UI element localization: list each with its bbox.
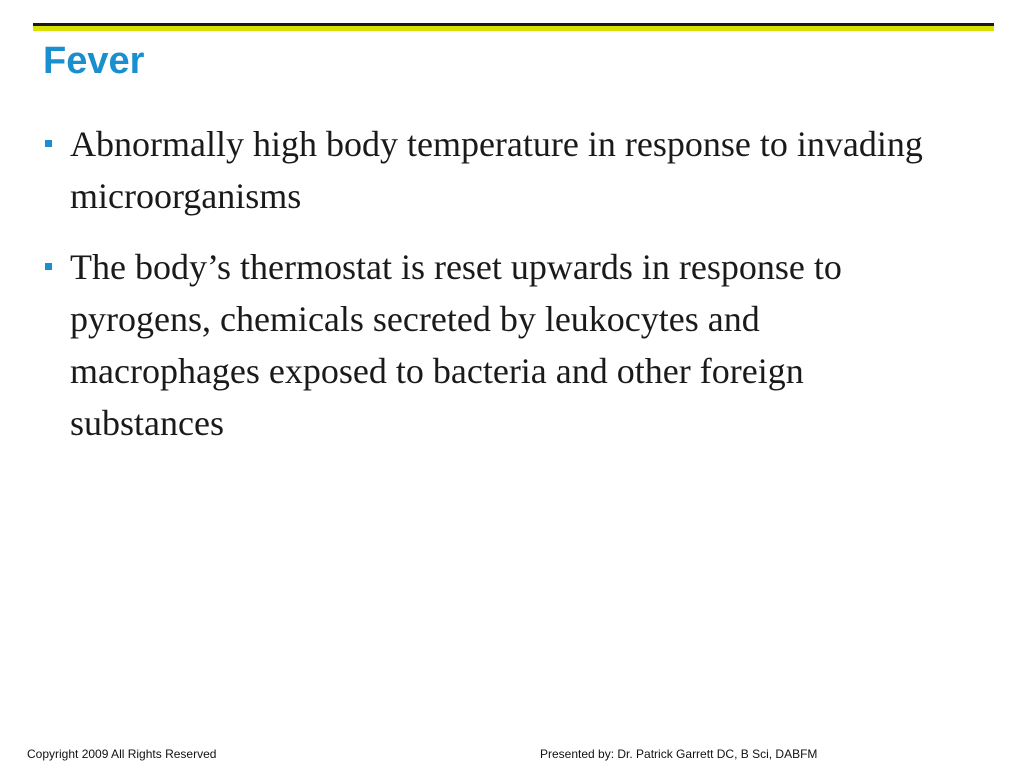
square-bullet-icon bbox=[45, 140, 52, 147]
footer-copyright: Copyright 2009 All Rights Reserved bbox=[27, 747, 217, 761]
footer-presenter: Presented by: Dr. Patrick Garrett DC, B Sci, DABFM bbox=[540, 747, 818, 761]
top-rule-accent bbox=[33, 26, 994, 31]
bullet-text: Abnormally high body temperature in response to invading microorganisms bbox=[70, 124, 923, 216]
slide-title: Fever bbox=[43, 40, 145, 82]
bullet-item bbox=[43, 118, 953, 222]
bullet-item bbox=[43, 241, 953, 449]
bullet-text: The body’s thermostat is reset upwards in response to pyrogens, chemicals secreted by leukocytes and macrophages exposed to bacteria and other foreign substances bbox=[70, 247, 842, 443]
square-bullet-icon bbox=[45, 263, 52, 270]
bullet-list bbox=[43, 118, 953, 468]
